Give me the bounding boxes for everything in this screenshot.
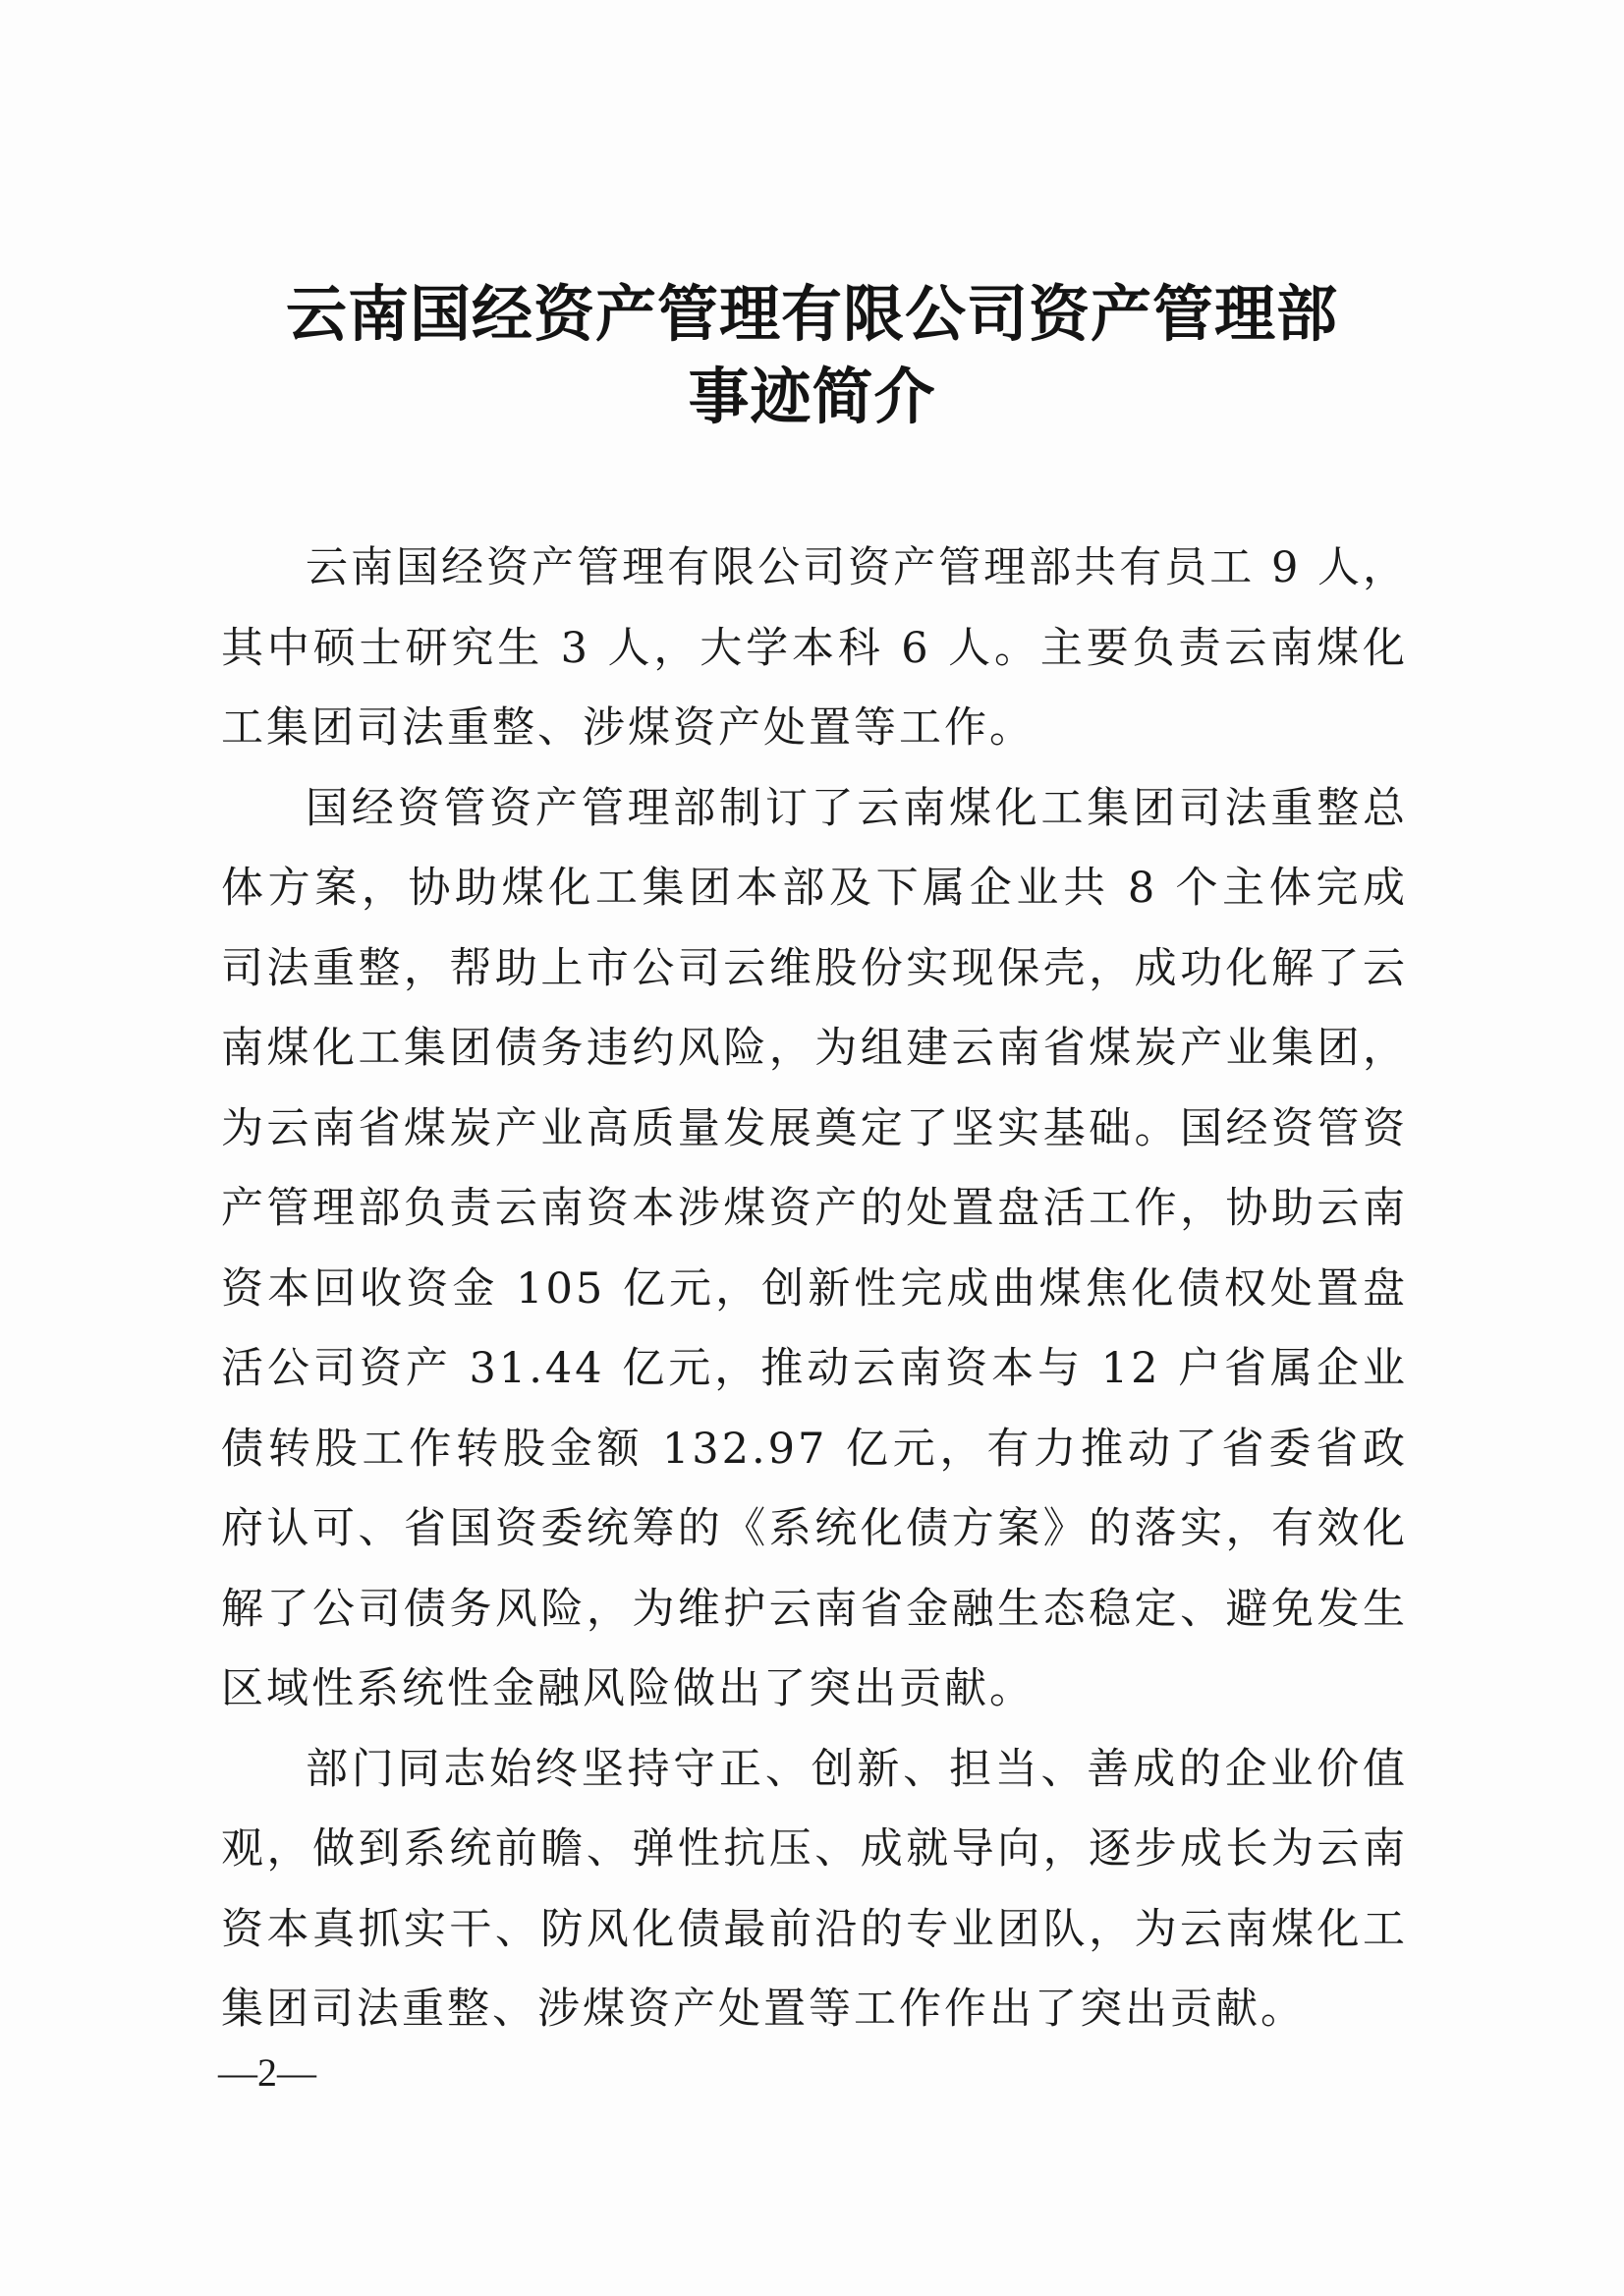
title-line-2: 事迹简介: [688, 361, 936, 432]
document-title: [0, 273, 1624, 438]
page-number: —2—: [218, 2050, 316, 2095]
paragraph-team-values: 部门同志始终坚持守正、创新、担当、善成的企业价值观，做到系统前瞻、弹性抗压、成就导向，逐步成长为云南资本真抓实干、防风化债最前沿的专业团队，为云南煤化工集团司法重整、涉煤资产处置等工作作出了突出贡献。: [221, 1744, 1408, 2034]
paragraph-achievements: 国经资管资产管理部制订了云南煤化工集团司法重整总体方案，协助煤化工集团本部及下属企业共 8 个主体完成司法重整，帮助上市公司云维股份实现保壳，成功化解了云南煤化工集团债务违约风险，为组建云南省煤炭产业集团，为云南省煤炭产业高质量发展奠定了坚实基础。国经资管资产管理部负责云南资本涉煤资产的处置盘活工作，协助云南资本回收资金 105 亿元，创新性完成曲煤焦化债权处置盘活公司资产 31.44 亿元，推动云南资本与 12 户省属企业债转股工作转股金额 132.97 亿元，有力推动了省委省政府认可、省国资委统筹的《系统化债方案》的落实，有效化解了公司债务风险，为维护云南省金融生态稳定、避免发生区域性系统性金融风险做出了突出贡献。: [221, 783, 1408, 1713]
paragraph-staff-overview: 云南国经资产管理有限公司资产管理部共有员工 9 人，其中硕士研究生 3 人，大学本科 6 人。主要负责云南煤化工集团司法重整、涉煤资产处置等工作。: [221, 543, 1408, 753]
title-line-1: 云南国经资产管理有限公司资产管理部: [285, 278, 1338, 350]
document-body: [221, 529, 1408, 2050]
